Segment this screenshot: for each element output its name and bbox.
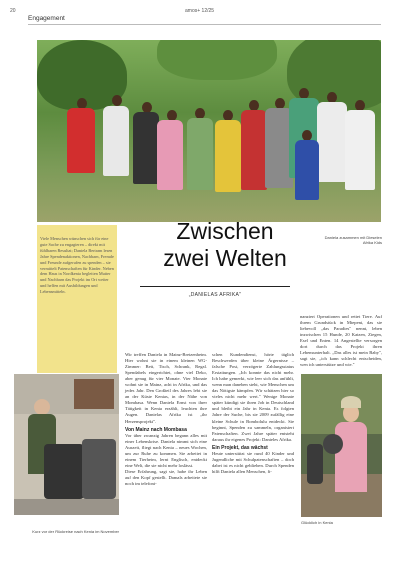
photo-woman-with-cat [301, 374, 382, 517]
article-column-2 [212, 352, 294, 475]
paragraph: Wir treffen Daniela in Mainz-Bretzenheim. Hier wohnt sie in einem kleinen WG-Zimmer: Bett, Tisch, Schrank, Regal. Spendabels eingerichtet, ohne viel Deko, aber genug für vier Monate. Vier Monate wohnt sie in Mainz, acht in Afrika, und das jedes Jahr. Den Großteil des Jahres lebt sie an der Küste Kenias, in der Nähe von Mombasa. Wenn Daniela Ernst von ihrer Tätigkeit in Kenia erzählt, leuchten ihre Augen. Danielas Afrika ist „ihr Herzensprojekt". [125, 352, 207, 424]
main-photo-caption: Daniela zusammen mit Dieselen Afrika Kids [324, 235, 382, 245]
subtitle: „DANIELAS AFRIKA" [188, 292, 242, 298]
photo-suitcases [14, 374, 119, 515]
header-rule [28, 24, 381, 25]
main-group-photo [37, 40, 381, 222]
page-number: 20 [10, 8, 16, 14]
headline-line-1: Zwischen [176, 218, 274, 244]
intro-text: Viele Menschen wünschen sich für eine gute Sache zu engagieren – direkt mit fühlbaren Resultat; Daniela Bertram lesen Jahre Spendenaktionen, Nachbarn, Fremde und Freunde aufgerufen zu spenden – sie vermittelt Patenschaften für Kinder. Neben dem Haus in Nordkenia begleiten Mutter und Nachbarn das Projekt im Ort weiter und helfen mit Ausbildungen und Lebensmitteln. [40, 236, 114, 295]
paragraph: schen Kundendienst, hörte täglich Beschwerden über kleine Ärgernisse – falsche Post, verzögerte Zahlungsstatus Erstattungen. „Ich konnte das nicht mehr. Ich habe gemerkt, wie leer sich das anfühlt, wenn man daneben steht, wie Menschen um das Nötigste kämpfen. Wir schätzen hier so vieles nicht mehr wert." Wenige Monate später kündigt sie ihren Job in Deutschland und bleibt ein Jahr in Kenia. Es folgten Jahre der Suche, bis sie 2009 zufällig eine kleine Schule in Bombolulu entdeckt. Sie beginnt, Spenden zu sammeln, organisiert Patenschaften. Zwei Jahre später entsteht daraus ihr eigenes Projekt: Danieles Afrika. [212, 352, 294, 442]
headline-rule [140, 286, 290, 287]
subheading: Von Mainz nach Mombasa [125, 426, 187, 433]
paragraph: Heute unterstützt sie rund 40 Kinder und Jugendliche mit Schulpatenschaften – doch dabei ist es nicht geblieben. Durch Spenden hilft Daniela allen Menschen, fi- [212, 450, 294, 474]
paragraph: Diese Erfahrung, sagt sie, habe ihr Leben auf den Kopf gestellt. Damals arbeitete sie noch im telefoni- [125, 468, 207, 486]
subheading: Ein Projekt, das wächst [212, 444, 268, 451]
article-column-1 [125, 352, 207, 487]
paragraph: Vor über zwanzig Jahren begann alles mit einer Lebenskrise. Daniela nimmt sich eine Auszeit, fliegt nach Kenia – neues Wochen, um zur Ruhe zu kommen. Sie arbeitet in einem Tierheim, lernt Englisch, entdeckt eine Welt, die sie nicht mehr loslässt. [125, 432, 207, 468]
paragraph: nanziert Operationen und rettet Tiere. Auf ihrem Grundstück in Mtepeni, das sie liebevoll „das Paradies" nennt, leben inzwischen 15 Hunde, 20 Katzen, Ziegen, Esel und Enten. 14 Angestellte versorgen dort durch das Projekt ihren Lebensunterhalt. „Das alles ist mein Baby", sagt sie, „ich kann schlecht entscheiden, wen ich unterstütze und wie." [300, 314, 382, 368]
headline [140, 218, 310, 272]
photo-left-caption: Kurz vor der Rückreise nach Kenia im November [32, 529, 119, 534]
article-column-3 [300, 314, 382, 368]
issue-label: amos+ 12/25 [185, 8, 215, 14]
photo-right-caption: Glücklich in Kenia [301, 520, 333, 525]
headline-line-2: zwei Welten [163, 245, 287, 271]
section-label: Engagement [28, 15, 65, 22]
